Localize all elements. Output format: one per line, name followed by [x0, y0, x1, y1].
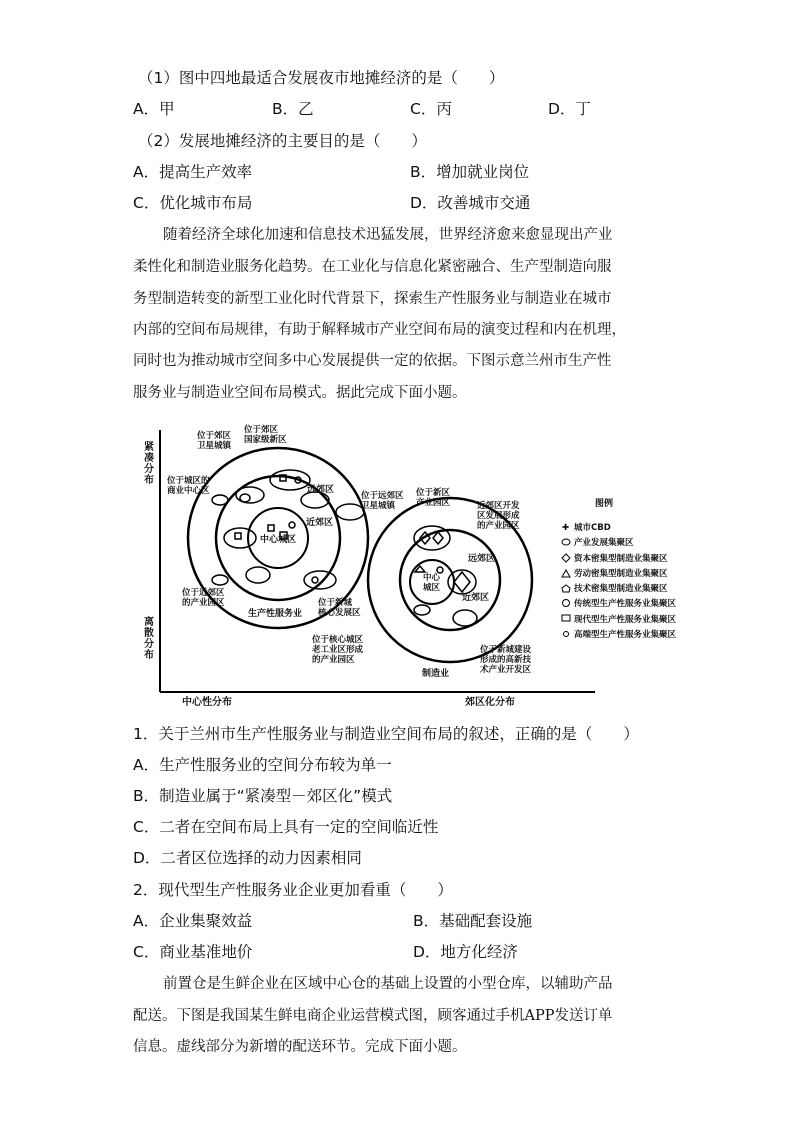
question-1-option-a[interactable]: A．甲 — [133, 100, 175, 118]
diamond-icon — [562, 554, 570, 562]
legend-item: 劳动密集型制造业集聚区 — [574, 569, 668, 579]
passage-line: 柔性化和制造业服务化趋势。在工业化与信息化紧密融合、生产型制造向服 — [133, 259, 612, 275]
legend-item: 产业发展集聚区 — [574, 538, 634, 548]
q2-option-a[interactable]: A．企业集聚效益 — [133, 912, 253, 930]
q1-option-a[interactable]: A．生产性服务业的空间分布较为单一 — [133, 756, 392, 774]
passage-line: 信息。虚线部分为新增的配送环节。完成下面小题。 — [133, 1039, 467, 1055]
x-axis-left-label: 中心性分布 — [182, 697, 232, 708]
x-axis-right-label: 郊区化分布 — [465, 697, 515, 708]
label-near-dev-zone: 近郊区开发区发展形成的产业园区 — [477, 501, 520, 531]
passage-line: 配送。下图是我国某生鲜电商企业运营模式图，顾客通过手机APP发送订单 — [133, 1008, 613, 1024]
small-circle-icon — [564, 632, 569, 637]
service-clusters — [212, 470, 364, 589]
question-2-stem: （2）发展地摊经济的主要目的是（ ） — [138, 132, 427, 150]
label-near-park: 位于近郊区的产业园区 — [182, 588, 225, 608]
q2-option-d[interactable]: D．地方化经济 — [413, 943, 518, 961]
legend-item: 传统型生产性服务业集聚区 — [574, 599, 677, 609]
square-icon — [562, 615, 570, 621]
manufacturing-far-label: 远郊区 — [468, 554, 496, 564]
label-suburb-satellite: 位于郊区卫星城镇 — [197, 431, 232, 451]
question-2-option-b[interactable]: B．增加就业岗位 — [410, 163, 530, 181]
passage-line: 务型制造转变的新型工业化时代背景下，探索生产性服务业与制造业在城市 — [133, 291, 612, 307]
label-core-old-industry: 位于核心城区老工业区形成的产业园区 — [312, 635, 364, 665]
question-2-option-d[interactable]: D．改善城市交通 — [410, 194, 531, 212]
y-axis-bottom-label: 离散分布 — [144, 617, 154, 661]
q2-option-c[interactable]: C．商业基准地价 — [133, 943, 253, 961]
pentagon-icon — [562, 585, 570, 592]
cbd-icon: ✚ — [562, 523, 570, 533]
triangle-icon — [562, 570, 570, 577]
passage-line: 随着经济全球化加速和信息技术迅猛发展，世界经济愈来愈显现出产业 — [163, 227, 613, 243]
y-axis-top-label: 紧凑分布 — [144, 442, 154, 486]
legend-item: 现代型生产性服务业集聚区 — [574, 615, 677, 625]
spatial-layout-diagram — [140, 420, 715, 710]
question-1-option-d[interactable]: D．丁 — [548, 100, 591, 118]
q1-stem: 1．关于兰州市生产性服务业与制造业空间布局的叙述，正确的是（ ） — [133, 725, 639, 743]
q1-option-d[interactable]: D．二者区位选择的动力因素相同 — [133, 849, 362, 867]
service-center-label: 中心城区 — [260, 535, 297, 545]
question-1-stem: （1）图中四地最适合发展夜市地摊经济的是（ ） — [138, 69, 505, 87]
legend-item: 高端型生产性服务业集聚区 — [574, 630, 677, 640]
label-suburb-new-area: 位于郊区国家级新区 — [244, 425, 287, 445]
label-commercial-center: 位于城区的商业中心区 — [167, 476, 210, 496]
question-1-option-c[interactable]: C．丙 — [410, 100, 452, 118]
label-hightech-zone: 位于新城建设形成的高新技术产业开发区 — [480, 645, 532, 675]
label-far-satellite: 位于远郊区卫星城镇 — [361, 491, 404, 511]
cluster-icon — [562, 539, 570, 545]
label-new-area-park: 位于新区产业园区 — [416, 488, 451, 508]
manufacturing-near-label: 近郊区 — [462, 593, 490, 603]
passage-line: 服务业与制造业空间布局模式。据此完成下面小题。 — [133, 385, 467, 401]
q2-option-b[interactable]: B．基础配套设施 — [413, 912, 533, 930]
q2-stem: 2．现代型生产性服务业企业更加看重（ ） — [133, 881, 453, 899]
service-far-label: 远郊区 — [307, 485, 335, 495]
service-caption: 生产性服务业 — [248, 609, 303, 619]
legend-item: 城市CBD — [574, 523, 611, 533]
passage-line: 内部的空间布局规律，有助于解释城市产业空间布局的演变过程和内在机理， — [133, 322, 626, 338]
passage-line: 同时也为推动城市空间多中心发展提供一定的依据。下图示意兰州市生产性 — [133, 353, 612, 369]
manufacturing-center-label: 中心城区 — [423, 573, 441, 593]
label-new-city-core: 位于新城核心发展区 — [318, 598, 361, 618]
legend-title: 图例 — [595, 499, 614, 509]
circle-icon — [563, 600, 570, 607]
q1-option-b[interactable]: B．制造业属于“紧凑型－郊区化”模式 — [133, 787, 393, 805]
q1-option-c[interactable]: C．二者在空间布局上具有一定的空间临近性 — [133, 818, 439, 836]
service-near-label: 近郊区 — [306, 518, 334, 528]
passage-line: 前置仓是生鲜企业在区域中心仓的基础上设置的小型仓库，以辅助产品 — [163, 976, 613, 992]
legend — [562, 497, 677, 640]
question-2-option-a[interactable]: A．提高生产效率 — [133, 163, 253, 181]
legend-item: 资本密集型制造业集聚区 — [574, 554, 668, 564]
question-1-option-b[interactable]: B．乙 — [272, 100, 314, 118]
question-2-option-c[interactable]: C．优化城市布局 — [133, 194, 253, 212]
manufacturing-caption: 制造业 — [422, 669, 450, 679]
legend-item: 技术密集型制造业集聚区 — [574, 584, 668, 594]
